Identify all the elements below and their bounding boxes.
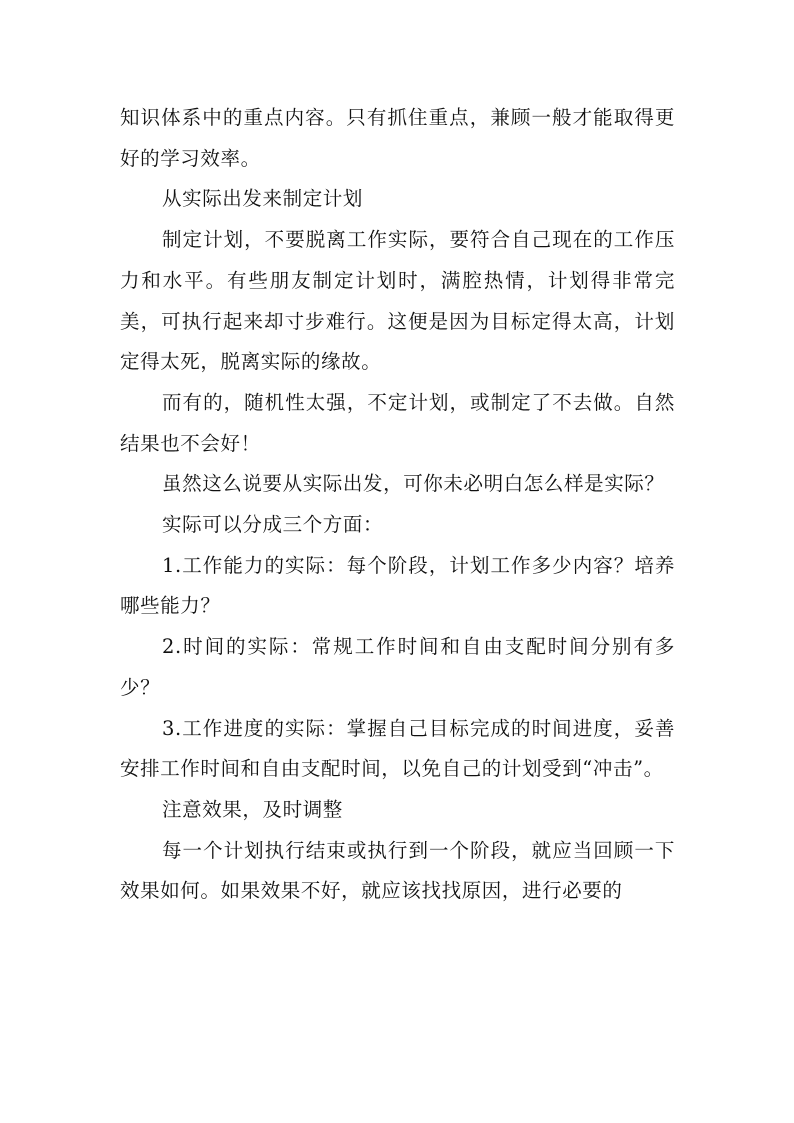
paragraph-question: 虽然这么说要从实际出发，可你未必明白怎么样是实际？ [162, 472, 665, 496]
paragraph-planning-advice: 制定计划，不要脱离工作实际，要符合自己现在的工作压力和水平。有些朋友制定计划时，满腔热情，计划得非常完美，可执行起来却寸步难行。这便是因为目标定得太高，计划定得太死，脱离实际的缘故。 [120, 228, 675, 374]
document-body [120, 98, 675, 912]
section-heading-practical-planning: 从实际出发来制定计划 [162, 187, 364, 211]
list-item-progress: 3.工作进度的实际：掌握自己目标完成的时间进度，妥善安排工作时间和自由支配时间，以免自己的计划受到“冲击”。 [120, 716, 675, 781]
paragraph-review: 每一个计划执行结束或执行到一个阶段，就应当回顾一下效果如何。如果效果不好，就应该找找原因，进行必要的 [120, 838, 675, 903]
paragraph-randomness: 而有的，随机性太强，不定计划，或制定了不去做。自然结果也不会好！ [120, 390, 675, 455]
list-item-ability: 1.工作能力的实际：每个阶段，计划工作多少内容？培养哪些能力？ [120, 553, 675, 618]
paragraph-three-aspects: 实际可以分成三个方面： [162, 513, 384, 537]
paragraph-continuation: 知识体系中的重点内容。只有抓住重点，兼顾一般才能取得更好的学习效率。 [120, 106, 675, 170]
list-item-time: 2.时间的实际：常规工作时间和自由支配时间分别有多少？ [120, 635, 675, 699]
section-heading-adjustment: 注意效果，及时调整 [162, 797, 343, 821]
